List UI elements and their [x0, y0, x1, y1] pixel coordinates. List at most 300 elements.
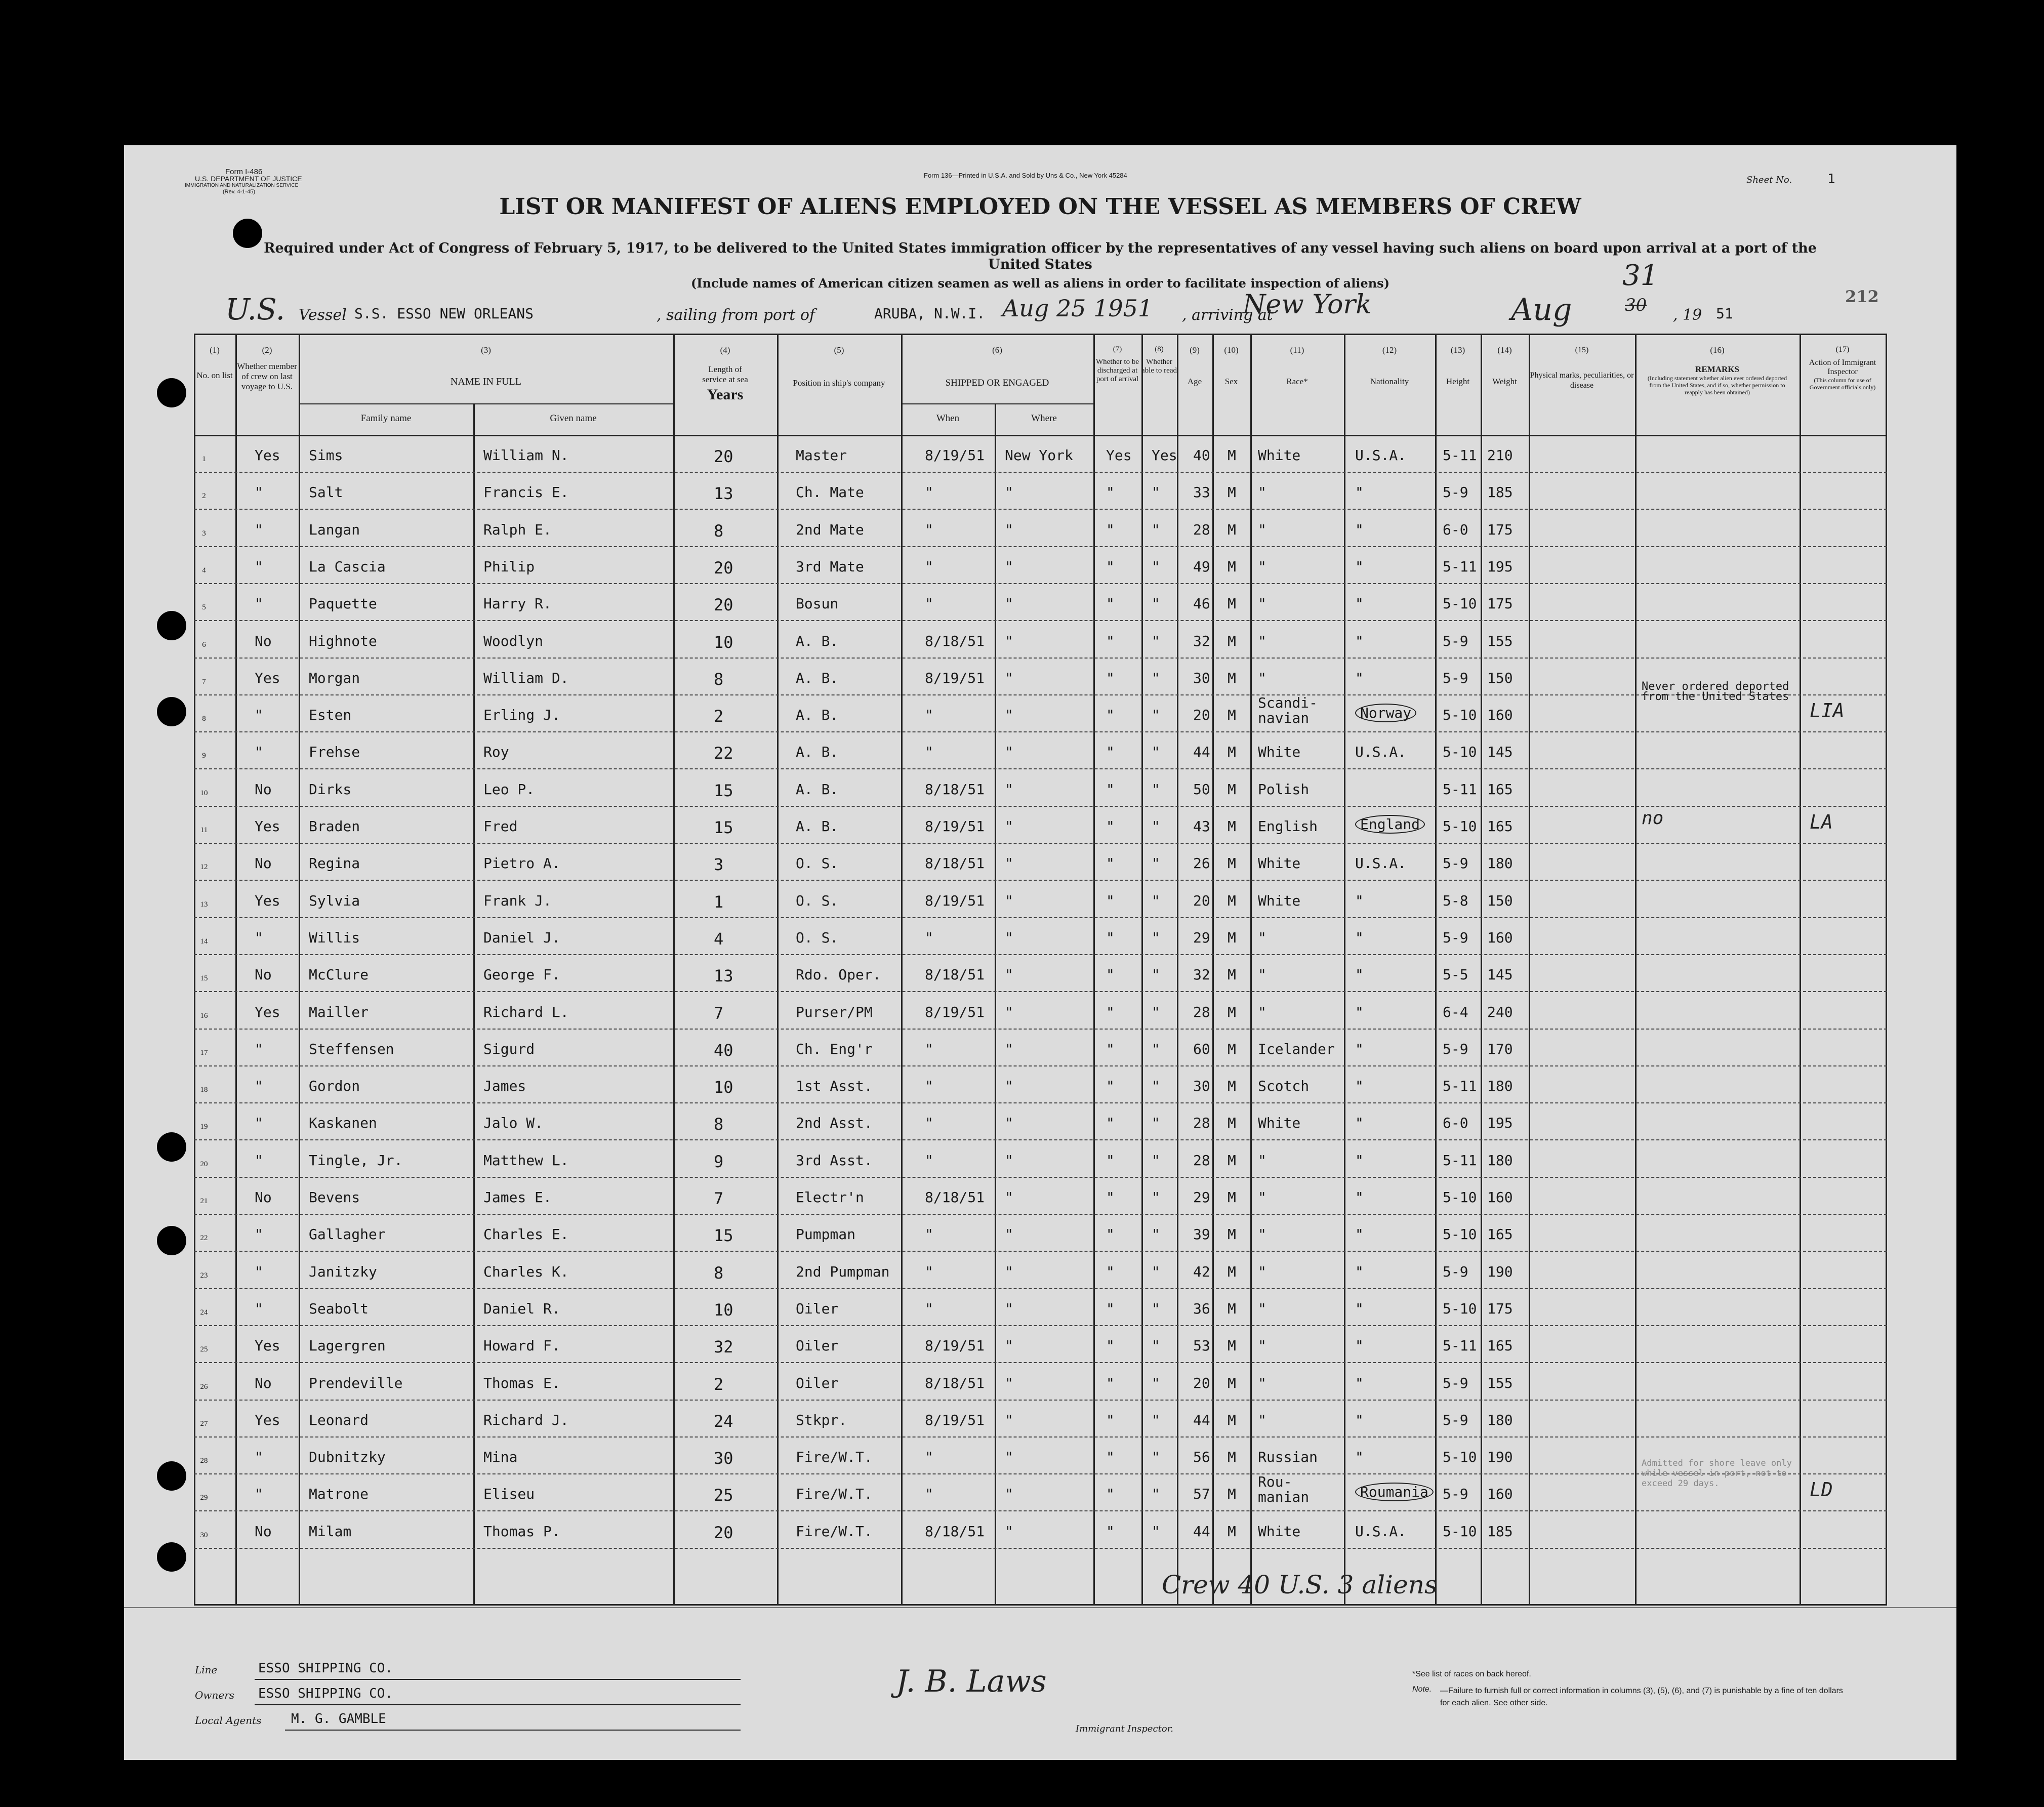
- col-discharged: ": [1106, 632, 1115, 649]
- col-race: ": [1258, 1003, 1266, 1020]
- col-age: 46: [1193, 595, 1210, 612]
- col-age: 20: [1193, 707, 1210, 724]
- col-when: ": [925, 1300, 933, 1317]
- col-sex: M: [1228, 707, 1236, 724]
- table-row: [194, 472, 1887, 510]
- col-family-name: Tingle, Jr.: [309, 1152, 403, 1169]
- col-age: 39: [1193, 1226, 1210, 1243]
- col-race: ": [1258, 1300, 1266, 1317]
- row-number: 1: [202, 455, 206, 463]
- col-sex: M: [1228, 1337, 1236, 1354]
- col-age: 32: [1193, 632, 1210, 649]
- col-given-name: Ralph E.: [483, 521, 552, 538]
- col-race: Scotch: [1258, 1078, 1310, 1095]
- col-weight: 165: [1487, 1337, 1513, 1354]
- table-row: [194, 1363, 1887, 1401]
- crew-total-note: Crew 40 U.S. 3 aliens: [1162, 1570, 1438, 1599]
- col-when: 8/18/51: [925, 632, 985, 649]
- col-given-name: James: [483, 1078, 526, 1095]
- col-nationality: ": [1355, 484, 1364, 501]
- col-position: 3rd Asst.: [796, 1152, 873, 1169]
- col-race: Russian: [1258, 1449, 1318, 1466]
- col-age: 50: [1193, 781, 1210, 798]
- col-family-name: Braden: [309, 818, 360, 835]
- table-row: [194, 583, 1887, 621]
- col-when: 8/19/51: [925, 1411, 985, 1428]
- header-when: When: [936, 413, 960, 424]
- col-years: 7: [714, 1189, 724, 1208]
- col-when: 8/19/51: [925, 892, 985, 909]
- col-age: 26: [1193, 855, 1210, 872]
- col-discharged: ": [1106, 1226, 1115, 1243]
- col-height: 6-4: [1443, 1003, 1468, 1020]
- col-when: ": [925, 1449, 933, 1466]
- col-race: White: [1258, 447, 1301, 464]
- col-nationality: ": [1355, 669, 1364, 686]
- col-family-name: Salt: [309, 484, 343, 501]
- punch-hole: [157, 1132, 186, 1162]
- col-prev-voyage: ": [255, 1300, 263, 1317]
- col-years: 15: [714, 818, 733, 837]
- col-years: 22: [714, 744, 733, 763]
- col-when: ": [925, 929, 933, 946]
- table-row: [194, 806, 1887, 844]
- row-number: 9: [202, 752, 206, 760]
- col-family-name: Steffensen: [309, 1040, 394, 1057]
- col-years: 20: [714, 595, 733, 615]
- col-weight: 175: [1487, 521, 1513, 538]
- col-nationality: ": [1355, 1115, 1364, 1132]
- col-height: 5-9: [1443, 669, 1468, 686]
- col-age: 29: [1193, 929, 1210, 946]
- col-where: New York: [1005, 447, 1073, 464]
- col-race: White: [1258, 1523, 1301, 1540]
- col-age: 30: [1193, 1078, 1210, 1095]
- punch-hole: [157, 1542, 186, 1572]
- col-nationality: ": [1355, 1449, 1364, 1466]
- col-discharged: ": [1106, 1486, 1115, 1503]
- col-position: Pumpman: [796, 1226, 856, 1243]
- col-prev-voyage: ": [255, 1078, 263, 1095]
- col-weight: 180: [1487, 1078, 1513, 1095]
- col-family-name: Regina: [309, 855, 360, 872]
- col-height: 5-10: [1443, 1300, 1477, 1317]
- col-position: A. B.: [796, 669, 839, 686]
- col-age: 49: [1193, 558, 1210, 575]
- row-number: 22: [200, 1234, 208, 1243]
- col-read: ": [1152, 1374, 1160, 1391]
- col-given-name: Roy: [483, 744, 509, 761]
- col-position: A. B.: [796, 818, 839, 835]
- table-row: [194, 1436, 1887, 1474]
- col-discharged: ": [1106, 1449, 1115, 1466]
- line-value: ESSO SHIPPING CO.: [258, 1661, 393, 1676]
- col-discharged: Yes: [1106, 447, 1132, 464]
- col-prev-voyage: ": [255, 707, 263, 724]
- col-prev-voyage: Yes: [255, 1337, 280, 1354]
- col-prev-voyage: ": [255, 558, 263, 575]
- col-when: ": [925, 1263, 933, 1280]
- header-c5: (5) Position in ship's company: [793, 345, 885, 388]
- col-race: ": [1258, 929, 1266, 946]
- col-given-name: Eliseu: [483, 1486, 535, 1503]
- table-row: [194, 954, 1887, 992]
- table-row: [194, 680, 1887, 732]
- col-weight: 175: [1487, 595, 1513, 612]
- col-age: 28: [1193, 1003, 1210, 1020]
- col-nationality: U.S.A.: [1355, 855, 1407, 872]
- col-given-name: Fred: [483, 818, 518, 835]
- col-discharged: ": [1106, 781, 1115, 798]
- col-height: 5-9: [1443, 1374, 1468, 1391]
- col-weight: 155: [1487, 632, 1513, 649]
- col-when: 8/18/51: [925, 855, 985, 872]
- table-row: [194, 1177, 1887, 1215]
- col-family-name: Kaskanen: [309, 1115, 377, 1132]
- row-number: 29: [200, 1494, 208, 1502]
- col-given-name: William D.: [483, 669, 569, 686]
- revision: (Rev. 4-1-45): [223, 189, 255, 195]
- col-read: ": [1152, 818, 1160, 835]
- col-sex: M: [1228, 1003, 1236, 1020]
- col-read: ": [1152, 1040, 1160, 1057]
- col-given-name: Francis E.: [483, 484, 569, 501]
- col-where: ": [1005, 1078, 1013, 1095]
- col-age: 42: [1193, 1263, 1210, 1280]
- col-prev-voyage: ": [255, 1040, 263, 1057]
- col-family-name: Sylvia: [309, 892, 360, 909]
- col-nationality: U.S.A.: [1355, 744, 1407, 761]
- table-row: [194, 1511, 1887, 1549]
- col-sex: M: [1228, 1374, 1236, 1391]
- col-where: ": [1005, 1152, 1013, 1169]
- col-position: Ch. Eng'r: [796, 1040, 873, 1057]
- col-family-name: Dubnitzky: [309, 1449, 386, 1466]
- header-c9: (9) Age: [1187, 345, 1202, 386]
- header-c2: (2) Whether member of crew on last voyage to U.S.: [237, 345, 297, 391]
- col-age: 20: [1193, 1374, 1210, 1391]
- us-mark: U.S.: [225, 292, 285, 326]
- header-c3: (3) NAME IN FULL: [451, 345, 521, 387]
- col-position: O. S.: [796, 892, 839, 909]
- col-when: 8/18/51: [925, 966, 985, 983]
- col-weight: 195: [1487, 1115, 1513, 1132]
- col-years: 3: [714, 855, 724, 875]
- table-row: [194, 658, 1887, 695]
- col-where: ": [1005, 781, 1013, 798]
- col-family-name: Matrone: [309, 1486, 369, 1503]
- col-race: ": [1258, 1226, 1266, 1243]
- col-race: ": [1258, 484, 1266, 501]
- row-number: 18: [200, 1086, 208, 1094]
- col-family-name: Dirks: [309, 781, 352, 798]
- col-prev-voyage: ": [255, 1486, 263, 1503]
- col-read: ": [1152, 1449, 1160, 1466]
- col-sex: M: [1228, 447, 1236, 464]
- include-note: (Include names of American citizen seamen as well as aliens in order to facilitate inspection of aliens): [690, 276, 1390, 291]
- col-when: ": [925, 1226, 933, 1243]
- row-number: 16: [200, 1011, 208, 1020]
- col-where: ": [1005, 707, 1013, 724]
- col-race: ": [1258, 669, 1266, 686]
- col-nationality: Roumania: [1355, 1483, 1434, 1501]
- col-age: 57: [1193, 1486, 1210, 1503]
- col-position: Fire/W.T.: [796, 1523, 873, 1540]
- col-where: ": [1005, 1411, 1013, 1428]
- col-height: 6-0: [1443, 1115, 1468, 1132]
- row-number: 3: [202, 529, 206, 538]
- col-family-name: Esten: [309, 707, 352, 724]
- col-where: ": [1005, 1189, 1013, 1206]
- year-prefix: , 19: [1673, 306, 1702, 324]
- col-given-name: William N.: [483, 447, 569, 464]
- col-discharged: ": [1106, 669, 1115, 686]
- col-weight: 240: [1487, 1003, 1513, 1020]
- header-c13: (13) Height: [1446, 345, 1470, 386]
- col-prev-voyage: ": [255, 595, 263, 612]
- col-sex: M: [1228, 1152, 1236, 1169]
- col-discharged: ": [1106, 707, 1115, 724]
- col-race: Rou- manian: [1258, 1473, 1310, 1506]
- col-height: 5-9: [1443, 855, 1468, 872]
- col-race: ": [1258, 521, 1266, 538]
- col-height: 5-9: [1443, 1486, 1468, 1503]
- col-prev-voyage: ": [255, 1263, 263, 1280]
- col-age: 28: [1193, 1115, 1210, 1132]
- col-years: 7: [714, 1003, 724, 1023]
- arriving-label: , arriving at: [1182, 306, 1273, 324]
- col-sex: M: [1228, 929, 1236, 946]
- col-discharged: ": [1106, 558, 1115, 575]
- col-weight: 150: [1487, 669, 1513, 686]
- col-position: Electr'n: [796, 1189, 864, 1206]
- col-family-name: Langan: [309, 521, 360, 538]
- manifest-sheet: [124, 145, 1956, 1760]
- col-age: 44: [1193, 744, 1210, 761]
- col-position: Rdo. Oper.: [796, 966, 881, 983]
- col-discharged: ": [1106, 595, 1115, 612]
- col-position: A. B.: [796, 707, 839, 724]
- col-height: 5-9: [1443, 1411, 1468, 1428]
- sheet-label: Sheet No.: [1746, 175, 1792, 185]
- col-height: 5-11: [1443, 558, 1477, 575]
- col-age: 60: [1193, 1040, 1210, 1057]
- col-prev-voyage: Yes: [255, 669, 280, 686]
- col-when: ": [925, 558, 933, 575]
- col-discharged: ": [1106, 1523, 1115, 1540]
- col-years: 4: [714, 929, 724, 949]
- row-number: 7: [202, 677, 206, 686]
- col-height: 5-9: [1443, 632, 1468, 649]
- col-read: ": [1152, 1486, 1160, 1503]
- page-title: LIST OR MANIFEST OF ALIENS EMPLOYED ON THE VESSEL AS MEMBERS OF CREW: [499, 194, 1581, 220]
- col-nationality: ": [1355, 1374, 1364, 1391]
- col-race: Polish: [1258, 781, 1310, 798]
- col-discharged: ": [1106, 1300, 1115, 1317]
- col-when: ": [925, 1115, 933, 1132]
- col-discharged: ": [1106, 818, 1115, 835]
- col-family-name: Highnote: [309, 632, 377, 649]
- col-family-name: Janitzky: [309, 1263, 377, 1280]
- col-position: Purser/PM: [796, 1003, 873, 1020]
- table-row: [194, 1065, 1887, 1103]
- col-sex: M: [1228, 1263, 1236, 1280]
- col-weight: 170: [1487, 1040, 1513, 1057]
- col-prev-voyage: ": [255, 1449, 263, 1466]
- col-weight: 185: [1487, 484, 1513, 501]
- table-row: [194, 880, 1887, 918]
- col-read: ": [1152, 521, 1160, 538]
- col-where: ": [1005, 855, 1013, 872]
- col-age: 20: [1193, 892, 1210, 909]
- col-discharged: ": [1106, 1078, 1115, 1095]
- sail-date: Aug 25 1951: [1002, 295, 1153, 322]
- col-nationality: ": [1355, 1189, 1364, 1206]
- col-nationality: ": [1355, 1411, 1364, 1428]
- col-age: 33: [1193, 484, 1210, 501]
- header-c1: (1) No. on list: [196, 345, 233, 380]
- col-age: 32: [1193, 966, 1210, 983]
- col-given-name: Richard L.: [483, 1003, 569, 1020]
- col-nationality: U.S.A.: [1355, 1523, 1407, 1540]
- col-weight: 190: [1487, 1263, 1513, 1280]
- col-family-name: Frehse: [309, 744, 360, 761]
- col-age: 30: [1193, 669, 1210, 686]
- col-age: 40: [1193, 447, 1210, 464]
- col-when: 8/18/51: [925, 1374, 985, 1391]
- col-nationality: Norway: [1355, 704, 1416, 722]
- col-race: ": [1258, 1152, 1266, 1169]
- col-height: 5-9: [1443, 484, 1468, 501]
- col-where: ": [1005, 1003, 1013, 1020]
- stamp-number: 212: [1845, 287, 1879, 306]
- col-prev-voyage: ": [255, 1152, 263, 1169]
- col-where: ": [1005, 929, 1013, 946]
- header-c7: (7) Whether to be discharged at port of arrival: [1096, 345, 1139, 383]
- col-when: 8/19/51: [925, 1003, 985, 1020]
- col-age: 44: [1193, 1523, 1210, 1540]
- printer-line: Form 136—Printed in U.S.A. and Sold by Uns & Co., New York 45284: [924, 172, 1127, 179]
- col-read: ": [1152, 966, 1160, 983]
- arrival-month: Aug: [1511, 292, 1572, 327]
- col-given-name: Pietro A.: [483, 855, 560, 872]
- row-number: 13: [200, 900, 208, 909]
- subtitle: Required under Act of Congress of February 5, 1917, to be delivered to the United States immigration officer by the representatives of any vessel having such aliens on board upon arrival at a port of the United States: [264, 240, 1817, 272]
- col-weight: 160: [1487, 1486, 1513, 1503]
- col-given-name: Leo P.: [483, 781, 535, 798]
- col-height: 5-8: [1443, 892, 1468, 909]
- header-c6: (6) SHIPPED OR ENGAGED: [945, 345, 1049, 388]
- col-height: 5-10: [1443, 707, 1477, 724]
- sheet-number: 1: [1827, 172, 1835, 187]
- col-height: 5-9: [1443, 1040, 1468, 1057]
- col-position: 3rd Mate: [796, 558, 864, 575]
- table-row: [194, 435, 1887, 473]
- col-weight: 180: [1487, 855, 1513, 872]
- col-weight: 210: [1487, 447, 1513, 464]
- row-number: 20: [200, 1160, 208, 1168]
- col-weight: 190: [1487, 1449, 1513, 1466]
- inspector-signature: J. B. Laws: [896, 1664, 1047, 1699]
- row-number: 11: [200, 826, 208, 834]
- note-text: —Failure to furnish full or correct information in columns (3), (5), (6), and (7) is punishable by a fine of ten dollars for each alien. See other side.: [1440, 1687, 1843, 1707]
- header-where: Where: [1031, 413, 1057, 424]
- col-when: 8/18/51: [925, 781, 985, 798]
- row-number: 23: [200, 1271, 208, 1280]
- col-when: ": [925, 595, 933, 612]
- col-discharged: ": [1106, 1337, 1115, 1354]
- row-number: 30: [200, 1531, 208, 1539]
- header-c8: (8) Whether able to read: [1141, 345, 1177, 375]
- col-height: 5-10: [1443, 1523, 1477, 1540]
- col-when: ": [925, 521, 933, 538]
- col-height: 5-10: [1443, 1449, 1477, 1466]
- col-weight: 180: [1487, 1152, 1513, 1169]
- col-race: ": [1258, 595, 1266, 612]
- table-row: [194, 1029, 1887, 1066]
- col-family-name: Mailler: [309, 1003, 369, 1020]
- col-discharged: ": [1106, 1003, 1115, 1020]
- col-discharged: ": [1106, 1115, 1115, 1132]
- col-read: ": [1152, 1078, 1160, 1095]
- col-discharged: ": [1106, 892, 1115, 909]
- col-read: ": [1152, 707, 1160, 724]
- row-number: 26: [200, 1382, 208, 1391]
- col-action: LD: [1810, 1479, 1833, 1501]
- col-sex: M: [1228, 1189, 1236, 1206]
- col-position: Ch. Mate: [796, 484, 864, 501]
- col-nationality: ": [1355, 521, 1364, 538]
- col-nationality: ": [1355, 929, 1364, 946]
- col-read: ": [1152, 781, 1160, 798]
- col-weight: 160: [1487, 1189, 1513, 1206]
- col-given-name: Charles E.: [483, 1226, 569, 1243]
- col-years: 1: [714, 892, 724, 912]
- col-race: English: [1258, 818, 1318, 835]
- row-number: 15: [200, 974, 208, 983]
- col-remarks: Never ordered deported from the United States: [1642, 680, 1789, 704]
- col-position: A. B.: [796, 781, 839, 798]
- punch-hole: [233, 219, 262, 248]
- col-when: 8/18/51: [925, 1523, 985, 1540]
- col-height: 5-10: [1443, 595, 1477, 612]
- col-height: 5-10: [1443, 744, 1477, 761]
- col-prev-voyage: ": [255, 1226, 263, 1243]
- note-label: Note.: [1412, 1685, 1432, 1694]
- col-sex: M: [1228, 1486, 1236, 1503]
- col-nationality: ": [1355, 558, 1364, 575]
- col-where: ": [1005, 521, 1013, 538]
- col-sex: M: [1228, 1078, 1236, 1095]
- col-family-name: Paquette: [309, 595, 377, 612]
- table-row: [194, 843, 1887, 881]
- col-family-name: Willis: [309, 929, 360, 946]
- table-row: [194, 1325, 1887, 1363]
- col-sex: M: [1228, 558, 1236, 575]
- col-race: ": [1258, 1374, 1266, 1391]
- col-nationality: ": [1355, 1078, 1364, 1095]
- col-action: LIA: [1810, 700, 1845, 722]
- col-race: ": [1258, 558, 1266, 575]
- col-sex: M: [1228, 1115, 1236, 1132]
- col-when: ": [925, 1486, 933, 1503]
- col-height: 5-10: [1443, 1226, 1477, 1243]
- row-number: 12: [200, 863, 208, 872]
- col-sex: M: [1228, 1226, 1236, 1243]
- col-read: ": [1152, 855, 1160, 872]
- punch-hole: [157, 1461, 186, 1491]
- col-position: 2nd Pumpman: [796, 1263, 890, 1280]
